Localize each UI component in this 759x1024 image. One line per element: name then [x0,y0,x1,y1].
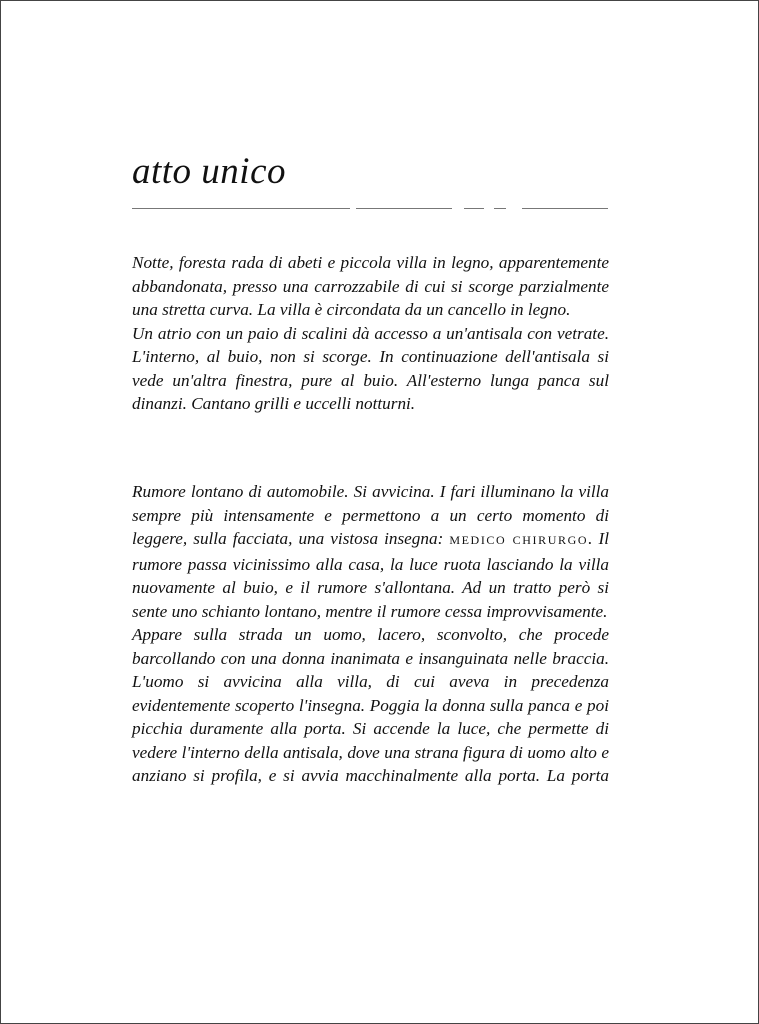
stage-text-after-sign: . Il rumore passa vicinissimo alla casa, la luce ruota lasciando la villa nuovamente al buio, e il rumore s'allontana. Ad un tratto però si sente uno schianto lontano, mentre il rumore cessa improvvisamente. [132,529,609,621]
title-rule [132,208,608,209]
stage-paragraph-man-appears: Appare sulla strada un uomo, lacero, sconvolto, che procede barcollando con una donna inanimata e insanguinata nelle braccia. L'uomo si avvicina alla villa, di cui aveva in precedenza evidentemente scoperto l'insegna. Poggia la donna sulla panca e poi picchia duramente alla porta. Si accende la luce, che permette di vedere l'interno della antisala, dove una strana figura di uomo alto e anziano si profila, e si avvia macchinalmente alla porta. La porta [132,625,609,785]
rule-gap [350,205,356,211]
rule-gap [452,205,464,211]
sign-text: MEDICO CHIRURGO [449,533,589,547]
stage-paragraph-setting: Notte, foresta rada di abeti e piccola villa in legno, apparentemente abbandonata, presso una carrozzabile di cui si scorge parzialmente una stretta curva. La villa è circondata da un cancello in legno. [132,253,609,319]
stage-directions-block-2 [132,480,609,788]
stage-directions-block-1 [132,251,609,416]
stage-paragraph-atrium: Un atrio con un paio di scalini dà accesso a un'antisala con vetrate. L'interno, al buio, non si scorge. In continuazione dell'antisala si vede un'altra finestra, pure al buio. All'esterno lunga panca sul dinanzi. Cantano grilli e uccelli notturni. [132,323,609,413]
stage-paragraph-car [132,480,609,623]
stage-text-before-sign: Rumore lontano di automobile. Si avvicina. I fari illuminano la villa sempre più intensamente e permettono a un certo momento di leggere, sulla facciata, una vistosa insegna: [132,482,609,548]
page-title: atto unico [132,151,287,192]
rule-gap [484,205,494,211]
rule-gap [506,205,522,211]
